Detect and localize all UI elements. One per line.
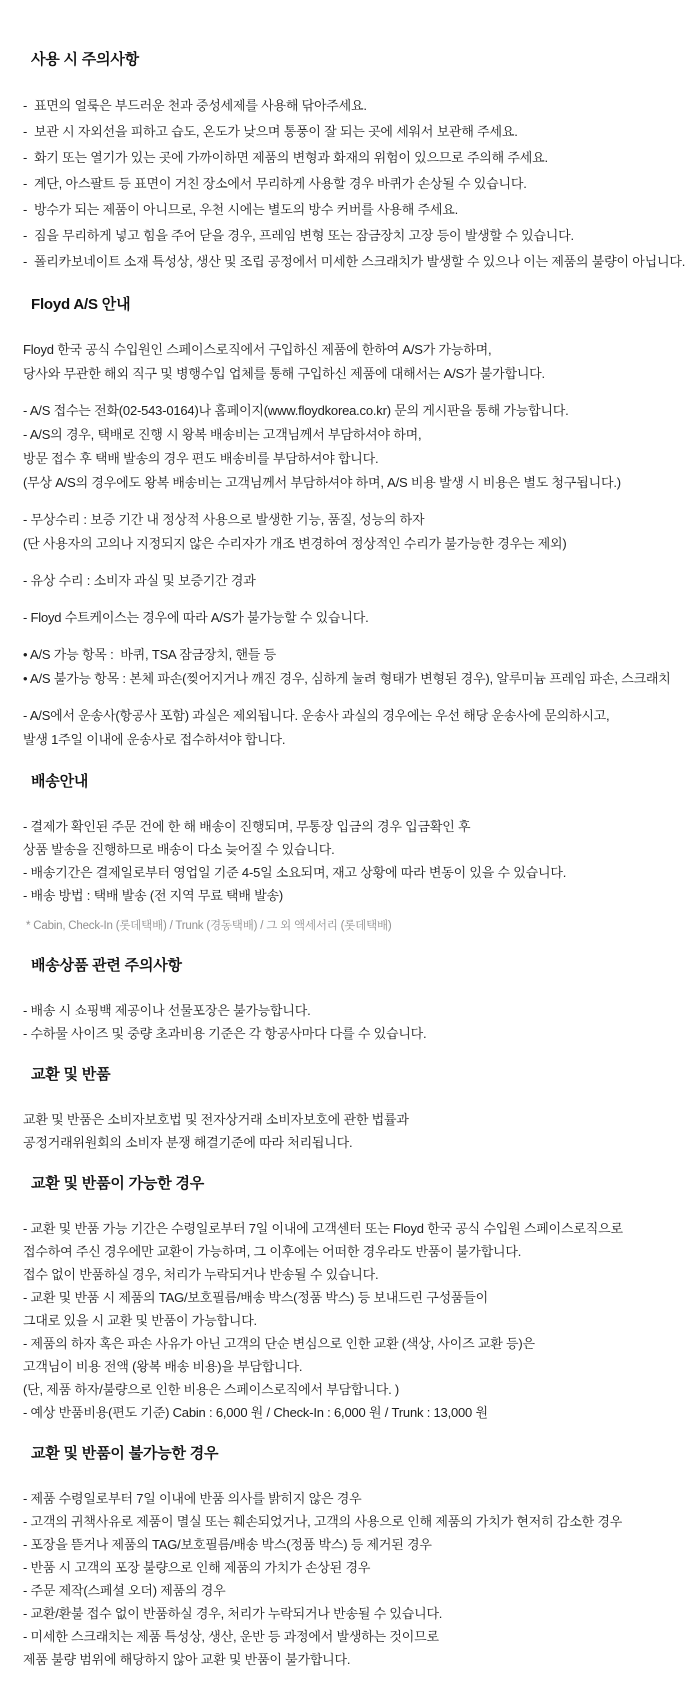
text-block xyxy=(23,643,690,691)
text-line: - 배송기간은 결제일로부터 영업일 기준 4-5일 소요되며, 재고 상황에 따라 변동이 있을 수 있습니다. xyxy=(23,865,567,880)
text-line: - 결제가 확인된 주문 건에 한 해 배송이 진행되며, 무통장 입금의 경우 입금확인 후 xyxy=(23,819,471,834)
text-line: 접수하여 주신 경우에만 교환이 가능하며, 그 이후에는 어떠한 경우라도 반품이 불가합니다. xyxy=(23,1244,522,1259)
text-line: - 계단, 아스팔트 등 표면이 거친 장소에서 무리하게 사용할 경우 바퀴가 손상될 수 있습니다. xyxy=(23,176,527,191)
section-heading-exchange-impossible: 교환 및 반품이 불가능한 경우 xyxy=(31,1445,219,1462)
text-line: • A/S 불가능 항목 : 본체 파손(찢어지거나 깨진 경우, 심하게 눌려 형태가 변형된 경우), 알루미늄 프레임 파손, 스크래치 xyxy=(23,671,671,686)
section-shipping-guide xyxy=(23,772,690,936)
section-heading-as-guide: Floyd A/S 안내 xyxy=(31,296,131,313)
text-line: - 제품의 하자 혹은 파손 사유가 아닌 고객의 단순 변심으로 인한 교환 (색상, 사이즈 교환 등)은 xyxy=(23,1336,535,1351)
text-line: - 폴리카보네이트 소재 특성상, 생산 및 조립 공정에서 미세한 스크래치가 발생할 수 있으나 이는 제품의 불량이 아닙니다. xyxy=(23,254,686,269)
text-line: - 화기 또는 열기가 있는 곳에 가까이하면 제품의 변형과 화재의 위험이 있으므로 주의해 주세요. xyxy=(23,150,548,165)
text-block xyxy=(23,508,690,556)
text-line: Floyd 한국 공식 수입원인 스페이스로직에서 구입하신 제품에 한하여 A/S가 가능하며, xyxy=(23,342,492,357)
text-line: 당사와 무관한 해외 직구 및 병행수입 업체를 통해 구입하신 제품에 대해서는 A/S가 불가합니다. xyxy=(23,366,545,381)
text-line: - 배송 방법 : 택배 발송 (전 지역 무료 택배 발송) xyxy=(23,888,284,903)
text-block xyxy=(23,93,690,275)
text-line: • A/S 가능 항목 : 바퀴, TSA 잠금장치, 핸들 등 xyxy=(23,647,276,662)
text-line: (단 사용자의 고의나 지정되지 않은 수리자가 개조 변경하여 정상적인 수리가 불가능한 경우는 제외) xyxy=(23,536,567,551)
section-shipping-cautions xyxy=(23,956,690,1045)
text-line: 방문 접수 후 택배 발송의 경우 편도 배송비를 부담하셔야 합니다. xyxy=(23,451,379,466)
text-block xyxy=(23,399,690,495)
text-line: - 무상수리 : 보증 기간 내 정상적 사용으로 발생한 기능, 품질, 성능의 하자 xyxy=(23,512,425,527)
text-line: - 짐을 무리하게 넣고 힘을 주어 닫을 경우, 프레임 변형 또는 잠금장치 고장 등이 발생할 수 있습니다. xyxy=(23,228,574,243)
text-line: - Floyd 수트케이스는 경우에 따라 A/S가 불가능할 수 있습니다. xyxy=(23,610,369,625)
section-exchange-return xyxy=(23,1065,690,1154)
footnote-block xyxy=(23,916,690,936)
text-block xyxy=(23,338,690,386)
text-block xyxy=(23,999,690,1045)
text-line: 접수 없이 반품하실 경우, 처리가 누락되거나 반송될 수 있습니다. xyxy=(23,1267,379,1282)
text-line: - 포장을 뜯거나 제품의 TAG/보호필름/배송 박스(정품 박스) 등 제거된 경우 xyxy=(23,1537,432,1552)
text-line: 공정거래위원회의 소비자 분쟁 해결기준에 따라 처리됩니다. xyxy=(23,1135,353,1150)
section-exchange-possible xyxy=(23,1174,690,1424)
section-heading-exchange-possible: 교환 및 반품이 가능한 경우 xyxy=(31,1175,205,1192)
text-line: 상품 발송을 진행하므로 배송이 다소 늦어질 수 있습니다. xyxy=(23,842,335,857)
section-heading-exchange-return: 교환 및 반품 xyxy=(31,1066,111,1083)
text-line: - 반품 시 고객의 포장 불량으로 인해 제품의 가치가 손상된 경우 xyxy=(23,1560,371,1575)
text-line: - 표면의 얼룩은 부드러운 천과 중성세제를 사용해 닦아주세요. xyxy=(23,98,367,113)
footnote-line: * Cabin, Check-In (롯데택배) / Trunk (경동택배) / 그 외 액세서리 (롯데택배) xyxy=(23,920,392,932)
text-block xyxy=(23,1487,690,1671)
section-exchange-impossible xyxy=(23,1444,690,1671)
section-as-guide xyxy=(23,295,690,752)
text-block xyxy=(23,1217,690,1424)
text-block xyxy=(23,569,690,593)
text-line: - 배송 시 쇼핑백 제공이나 선물포장은 불가능합니다. xyxy=(23,1003,311,1018)
text-line: - A/S의 경우, 택배로 진행 시 왕복 배송비는 고객님께서 부담하셔야 하며, xyxy=(23,427,422,442)
text-line: - 미세한 스크래치는 제품 특성상, 생산, 운반 등 과정에서 발생하는 것이므로 xyxy=(23,1629,439,1644)
text-line: - 제품 수령일로부터 7일 이내에 반품 의사를 밝히지 않은 경우 xyxy=(23,1491,362,1506)
section-heading-shipping-cautions: 배송상품 관련 주의사항 xyxy=(31,957,182,974)
text-line: - A/S에서 운송사(항공사 포함) 과실은 제외됩니다. 운송사 과실의 경우에는 우선 해당 운송사에 문의하시고, xyxy=(23,708,610,723)
text-block xyxy=(23,606,690,630)
text-line: (단, 제품 하자/불량으로 인한 비용은 스페이스로직에서 부담합니다. ) xyxy=(23,1382,400,1397)
text-line: 고객님이 비용 전액 (왕복 배송 비용)을 부담합니다. xyxy=(23,1359,303,1374)
text-block xyxy=(23,1108,690,1154)
text-line: - A/S 접수는 전화(02-543-0164)나 홈페이지(www.floydkorea.co.kr) 문의 게시판을 통해 가능합니다. xyxy=(23,403,569,418)
text-line: - 교환/환불 접수 없이 반품하실 경우, 처리가 누락되거나 반송될 수 있습니다. xyxy=(23,1606,443,1621)
text-line: 교환 및 반품은 소비자보호법 및 전자상거래 소비자보호에 관한 법률과 xyxy=(23,1112,409,1127)
text-line: - 보관 시 자외선을 피하고 습도, 온도가 낮으며 통풍이 잘 되는 곳에 세워서 보관해 주세요. xyxy=(23,124,518,139)
section-heading-usage-cautions: 사용 시 주의사항 xyxy=(31,51,139,68)
text-line: (무상 A/S의 경우에도 왕복 배송비는 고객님께서 부담하셔야 하며, A/S 비용 발생 시 비용은 별도 청구됩니다.) xyxy=(23,475,621,490)
text-line: 제품 불량 범위에 해당하지 않아 교환 및 반품이 불가합니다. xyxy=(23,1652,351,1667)
text-block xyxy=(23,704,690,752)
text-block xyxy=(23,815,690,907)
text-line: - 유상 수리 : 소비자 과실 및 보증기간 경과 xyxy=(23,573,256,588)
text-line: - 주문 제작(스페셜 오더) 제품의 경우 xyxy=(23,1583,226,1598)
section-heading-shipping-guide: 배송안내 xyxy=(31,773,89,790)
text-line: - 고객의 귀책사유로 제품이 멸실 또는 훼손되었거나, 고객의 사용으로 인해 제품의 가치가 현저히 감소한 경우 xyxy=(23,1514,623,1529)
text-line: 그대로 있을 시 교환 및 반품이 가능합니다. xyxy=(23,1313,257,1328)
text-line: - 방수가 되는 제품이 아니므로, 우천 시에는 별도의 방수 커버를 사용해 주세요. xyxy=(23,202,458,217)
text-line: - 교환 및 반품 시 제품의 TAG/보호필름/배송 박스(정품 박스) 등 보내드린 구성품들이 xyxy=(23,1290,488,1305)
text-line: - 수하물 사이즈 및 중량 초과비용 기준은 각 항공사마다 다를 수 있습니다. xyxy=(23,1026,427,1041)
section-usage-cautions xyxy=(23,50,690,275)
text-line: 발생 1주일 이내에 운송사로 접수하셔야 합니다. xyxy=(23,732,286,747)
text-line: - 예상 반품비용(편도 기준) Cabin : 6,000 원 / Check-In : 6,000 원 / Trunk : 13,000 원 xyxy=(23,1405,488,1420)
text-line: - 교환 및 반품 가능 기간은 수령일로부터 7일 이내에 고객센터 또는 Floyd 한국 공식 수입원 스페이스로직으로 xyxy=(23,1221,623,1236)
